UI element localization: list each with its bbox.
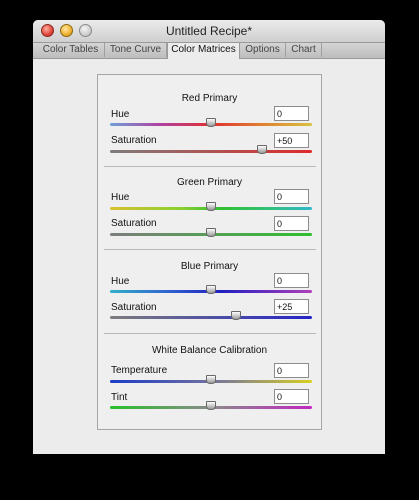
tint-label: Tint — [111, 392, 128, 403]
blue-hue-label: Hue — [111, 276, 130, 287]
blue-saturation-field[interactable] — [274, 299, 309, 314]
red-saturation-slider[interactable] — [110, 150, 312, 153]
tint-field[interactable] — [274, 389, 309, 404]
section-divider — [104, 333, 316, 334]
red-primary-heading: Red Primary — [181, 93, 238, 104]
section-divider — [104, 166, 316, 167]
tab-tone-curve[interactable]: Tone Curve — [105, 43, 167, 57]
green-primary-heading: Green Primary — [176, 177, 242, 188]
green-hue-label: Hue — [111, 192, 130, 203]
green-saturation-field[interactable] — [274, 216, 309, 231]
blue-hue-field[interactable] — [274, 273, 309, 288]
temperature-field[interactable] — [274, 363, 309, 378]
tab-chart[interactable]: Chart — [286, 43, 322, 57]
blue-saturation-slider[interactable] — [110, 316, 312, 319]
blue-saturation-label: Saturation — [111, 302, 157, 313]
tab-color-tables[interactable]: Color Tables — [37, 43, 105, 57]
white-balance-heading: White Balance Calibration — [151, 345, 268, 356]
green-saturation-label: Saturation — [111, 218, 157, 229]
section-divider — [104, 249, 316, 250]
red-saturation-label: Saturation — [111, 135, 157, 146]
red-hue-label: Hue — [111, 109, 130, 120]
title-bar[interactable] — [33, 20, 385, 43]
tab-options[interactable]: Options — [240, 43, 286, 57]
blue-primary-heading: Blue Primary — [180, 261, 239, 272]
temperature-label: Temperature — [111, 365, 168, 376]
tab-color-matrices[interactable]: Color Matrices — [167, 43, 240, 59]
red-hue-field[interactable] — [274, 106, 309, 121]
green-hue-field[interactable] — [274, 189, 309, 204]
red-saturation-field[interactable] — [274, 133, 309, 148]
color-matrices-panel — [97, 74, 322, 430]
tab-bar — [33, 43, 385, 59]
recipe-window — [33, 20, 385, 454]
window-title: Untitled Recipe* — [165, 24, 253, 38]
